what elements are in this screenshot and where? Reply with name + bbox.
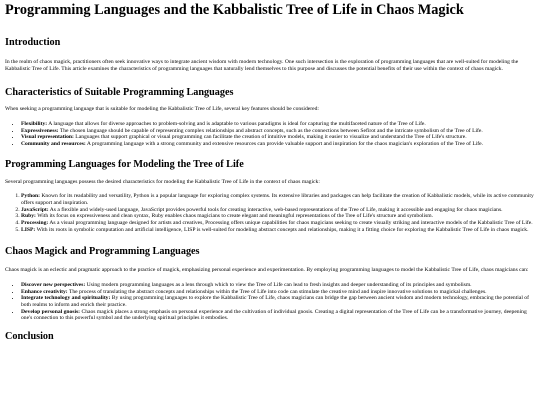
- page-title: Programming Languages and the Kabbalistic Tree of Life in Chaos Magick: [5, 2, 464, 18]
- list-item-desc: Languages that support graphical or visual programming can facilitate the creation of intuitive models, making it easier to visualize and understand the Tree of Life's structure.: [73, 134, 467, 141]
- list-item: [21, 295, 535, 308]
- list-item-desc: With its focus on expressiveness and clean syntax, Ruby enables chaos magicians to create elegant and meaningful representations of the Tree of Life's structure and symbolism.: [35, 213, 434, 220]
- characteristics-paragraph: When seeking a programming language that is suitable for modeling the Kabbalistic Tree of Life, several key features should be considered:: [5, 106, 319, 113]
- list-item-term: Discover new perspectives:: [21, 281, 86, 288]
- list-item-desc: A language that allows for diverse approaches to problem-solving and is adaptable to various paradigms is ideal for capturing the multifaceted nature of the Tree of Life.: [47, 120, 426, 127]
- characteristics-heading: Characteristics of Suitable Programming Languages: [5, 86, 234, 98]
- list-item-desc: As a visual programming language designed for artists and creatives, Processing offers unique capabilities for chaos magicians seeking to create visually striking and interactive models of the Kabbalistic Tree of Life.: [48, 220, 533, 227]
- list-item: [21, 309, 535, 322]
- list-item-term: LISP:: [21, 226, 36, 233]
- list-item-term: Visual representation:: [21, 134, 74, 141]
- modeling-heading: Programming Languages for Modeling the Tree of Life: [5, 158, 244, 170]
- list-item-term: Flexibility:: [21, 120, 48, 127]
- list-item: [21, 227, 535, 234]
- list-item-desc: A programming language with a strong community and extensive resources can provide valuable support and inspiration for the chaos magician's exploration of the Tree of Life.: [85, 141, 484, 148]
- list-item-term: Ruby:: [21, 213, 36, 220]
- list-item: [21, 141, 535, 148]
- list-item-term: Python:: [21, 193, 40, 200]
- list-item: [21, 121, 535, 128]
- characteristics-list: [5, 121, 535, 148]
- list-item-desc: With its roots in symbolic computation and artificial intelligence, LISP is well-suited for modeling abstract concepts and relationships, making it a fitting choice for exploring the Kabbalistic Tree of Life in chaos magick.: [35, 226, 529, 233]
- list-item-desc: By using programming languages to explore the Kabbalistic Tree of Life, chaos magicians can bridge the gap between ancient wisdom and modern technology, embracing the potential of both realms to inform and enrich their practice.: [21, 295, 529, 308]
- list-item: [21, 193, 535, 206]
- chaos-heading: Chaos Magick and Programming Languages: [5, 246, 200, 258]
- list-item-desc: The process of translating the abstract concepts and relationships within the Tree of Life into code can stimulate the creative mind and inspire innovative solutions to magickal challenges.: [67, 288, 487, 295]
- intro-heading: Introduction: [5, 37, 61, 49]
- list-item-term: Enhance creativity:: [21, 288, 68, 295]
- chaos-list: [5, 282, 535, 322]
- list-item-term: JavaScript:: [21, 206, 49, 213]
- modeling-paragraph: Several programming languages possess the desired characteristics for modeling the Kabbalistic Tree of Life in the context of chaos magick:: [5, 178, 320, 185]
- chaos-paragraph: Chaos magick is an eclectic and pragmatic approach to the practice of magick, emphasizing personal experience and experimentation. By employing programming languages to model the Kabbalistic Tree of Life, chaos magicians can:: [5, 267, 529, 274]
- list-item-desc: Chaos magick places a strong emphasis on personal experience and the cultivation of individual gnosis. Creating a digital representation of the Tree of Life can be a transformative journey, deepening one's connection to this powerful symbol and the underlying spiritual principles it embodies.: [21, 308, 527, 322]
- list-item-desc: As a flexible and widely-used language, JavaScript provides powerful tools for creating interactive, web-based representations of the Tree of Life, making it accessible and engaging for chaos magicians.: [48, 206, 503, 213]
- list-item-term: Community and resources:: [21, 141, 86, 148]
- intro-paragraph: In the realm of chaos magick, practitioners often seek innovative ways to integrate ancient wisdom with modern technology. One such intersection is the exploration of programming languages that are well-suited for modeling the Kabbalistic Tree of Life. This article examines the characteristics of programming languages that naturally lend themselves to this purpose and discusses the potential benefits of their use within the context of chaos magick.: [5, 59, 519, 72]
- list-item-desc: Using modern programming languages as a lens through which to view the Tree of Life can lead to fresh insights and deeper understanding of its principles and symbolism.: [85, 281, 472, 288]
- list-item: [21, 282, 535, 289]
- list-item-term: Processing:: [21, 220, 49, 227]
- list-item-term: Integrate technology and spirituality:: [21, 295, 111, 302]
- list-item-desc: Known for its readability and versatility, Python is a popular language for exploring complex systems. Its extensive libraries and packages can help facilitate the creation of Kabbalistic models, while its active community offers support and inspiration.: [21, 193, 534, 206]
- list-item: [21, 220, 535, 227]
- list-item-term: Develop personal gnosis:: [21, 308, 81, 315]
- conclusion-heading: Conclusion: [5, 331, 54, 343]
- modeling-list: [5, 193, 535, 233]
- list-item-desc: The chosen language should be capable of representing complex relationships and abstract concepts, such as the connections between Sefirot and the intricate symbolism of the Tree of Life.: [58, 127, 483, 134]
- list-item-term: Expressiveness:: [21, 127, 59, 134]
